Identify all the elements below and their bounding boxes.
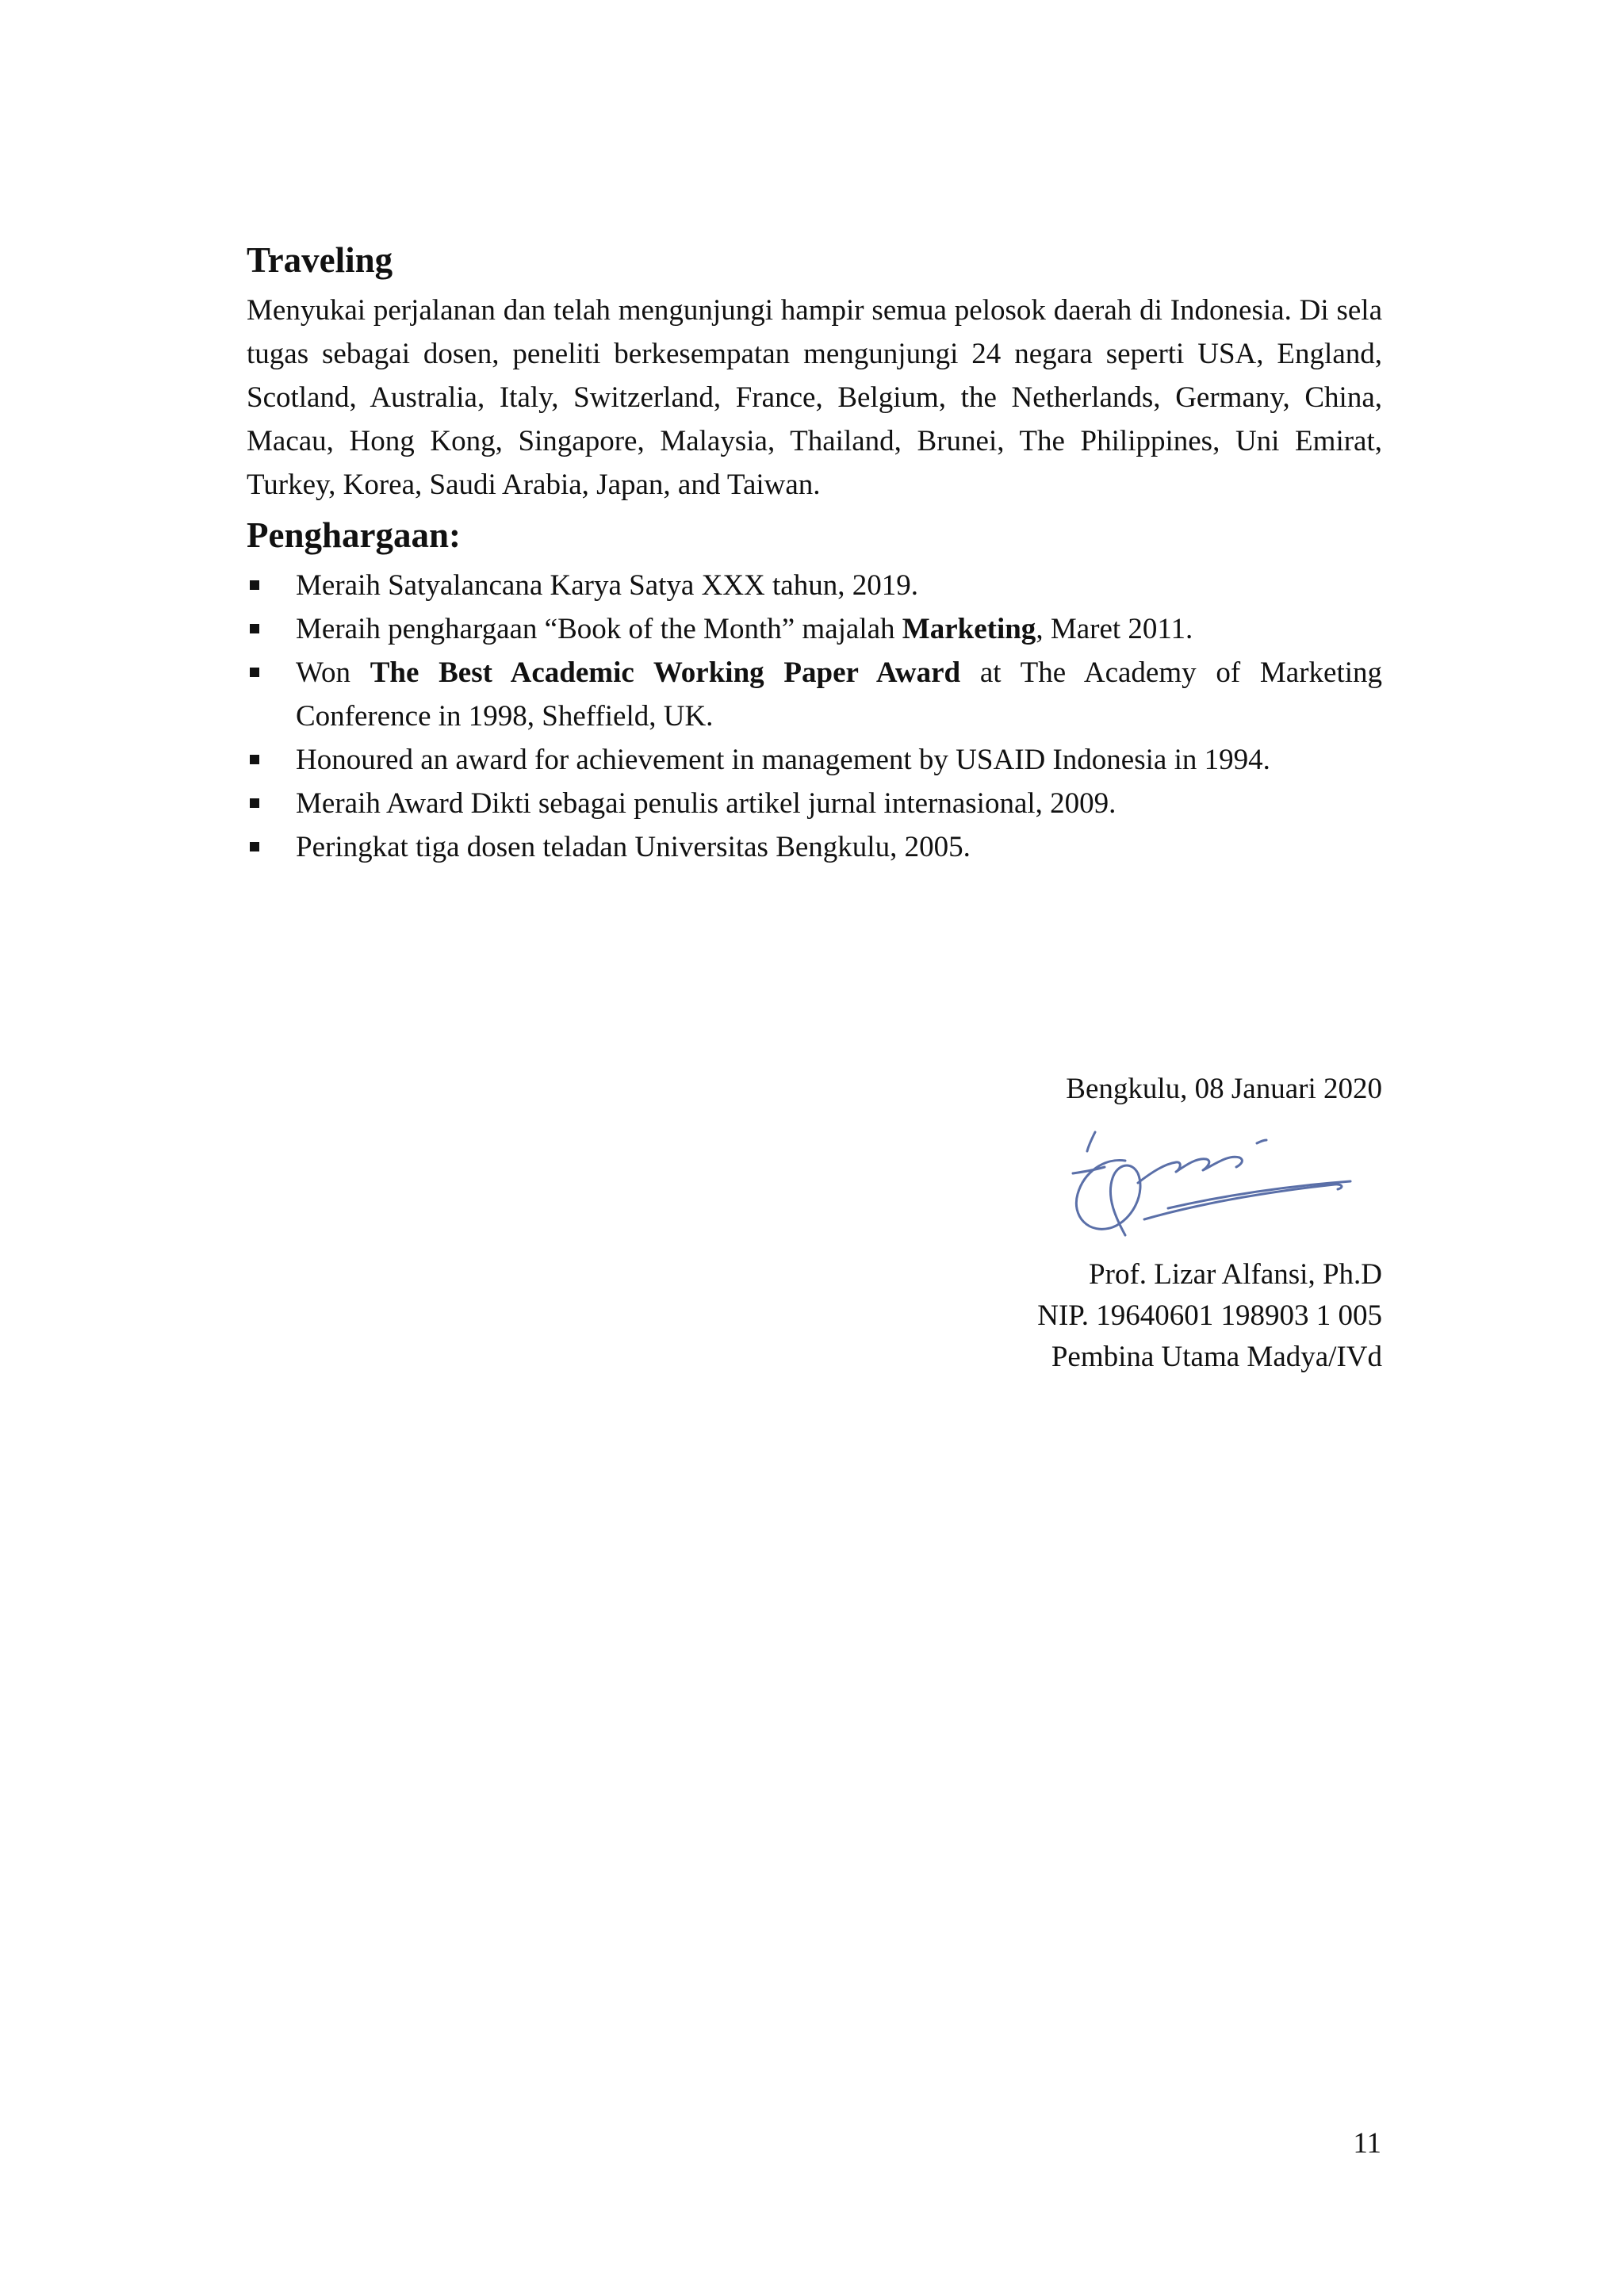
award-text: Honoured an award for achievement in management by USAID Indonesia in 1994. <box>296 744 1270 776</box>
traveling-paragraph: Menyukai perjalanan dan telah mengunjungi hampir semua pelosok daerah di Indonesia. Di sela tugas sebagai dosen, peneliti berkesempatan mengunjungi 24 negara seperti USA, England, Scotland, Australia, Italy, Switzerland, France, Belgium, the Netherlands, Germany, China, Macau, Hong Kong, Singapore, Malaysia, Thailand, Brunei, The Philippines, Uni Emirat, Turkey, Korea, Saudi Arabia, Japan, and Taiwan. <box>247 294 1382 501</box>
handwritten-signature-icon <box>1049 1116 1382 1251</box>
square-bullet-icon <box>250 842 259 851</box>
award-item-2 <box>247 607 1382 651</box>
award-text-post: at The Academy of Marketing Conference in 1998, Sheffield, UK. <box>296 656 1383 733</box>
traveling-heading: Traveling <box>247 240 393 280</box>
square-bullet-icon <box>250 624 259 633</box>
signatory-nip: NIP. 19640601 198903 1 005 <box>1037 1299 1382 1332</box>
signature-block <box>827 1069 1382 1378</box>
award-text-pre: Won <box>296 656 370 689</box>
square-bullet-icon <box>250 668 259 677</box>
award-text-post: , Maret 2011. <box>1036 613 1193 645</box>
award-text: Meraih Award Dikti sebagai penulis artikel jurnal internasional, 2009. <box>296 787 1116 820</box>
signatory-rank: Pembina Utama Madya/IVd <box>1051 1341 1382 1373</box>
award-text-bold: The Best Academic Working Paper Award <box>370 656 961 689</box>
award-item-5 <box>247 782 1382 825</box>
award-item-6 <box>247 825 1382 869</box>
signatory-name: Prof. Lizar Alfansi, Ph.D <box>1089 1258 1382 1291</box>
award-item-4 <box>247 738 1382 782</box>
place-date: Bengkulu, 08 Januari 2020 <box>1066 1073 1382 1105</box>
award-item-1 <box>247 564 1382 607</box>
page-content <box>247 232 1382 869</box>
square-bullet-icon <box>250 798 259 808</box>
award-text: Peringkat tiga dosen teladan Universitas Bengkulu, 2005. <box>296 831 971 863</box>
page-number: 11 <box>1353 2127 1381 2160</box>
square-bullet-icon <box>250 580 259 590</box>
square-bullet-icon <box>250 755 259 764</box>
award-text-bold: Marketing <box>902 613 1036 645</box>
award-text: Meraih Satyalancana Karya Satya XXX tahun, 2019. <box>296 569 918 602</box>
award-text-pre: Meraih penghargaan “Book of the Month” majalah <box>296 613 902 645</box>
awards-heading: Penghargaan: <box>247 515 461 555</box>
awards-list <box>247 564 1382 869</box>
award-item-3 <box>247 651 1382 738</box>
